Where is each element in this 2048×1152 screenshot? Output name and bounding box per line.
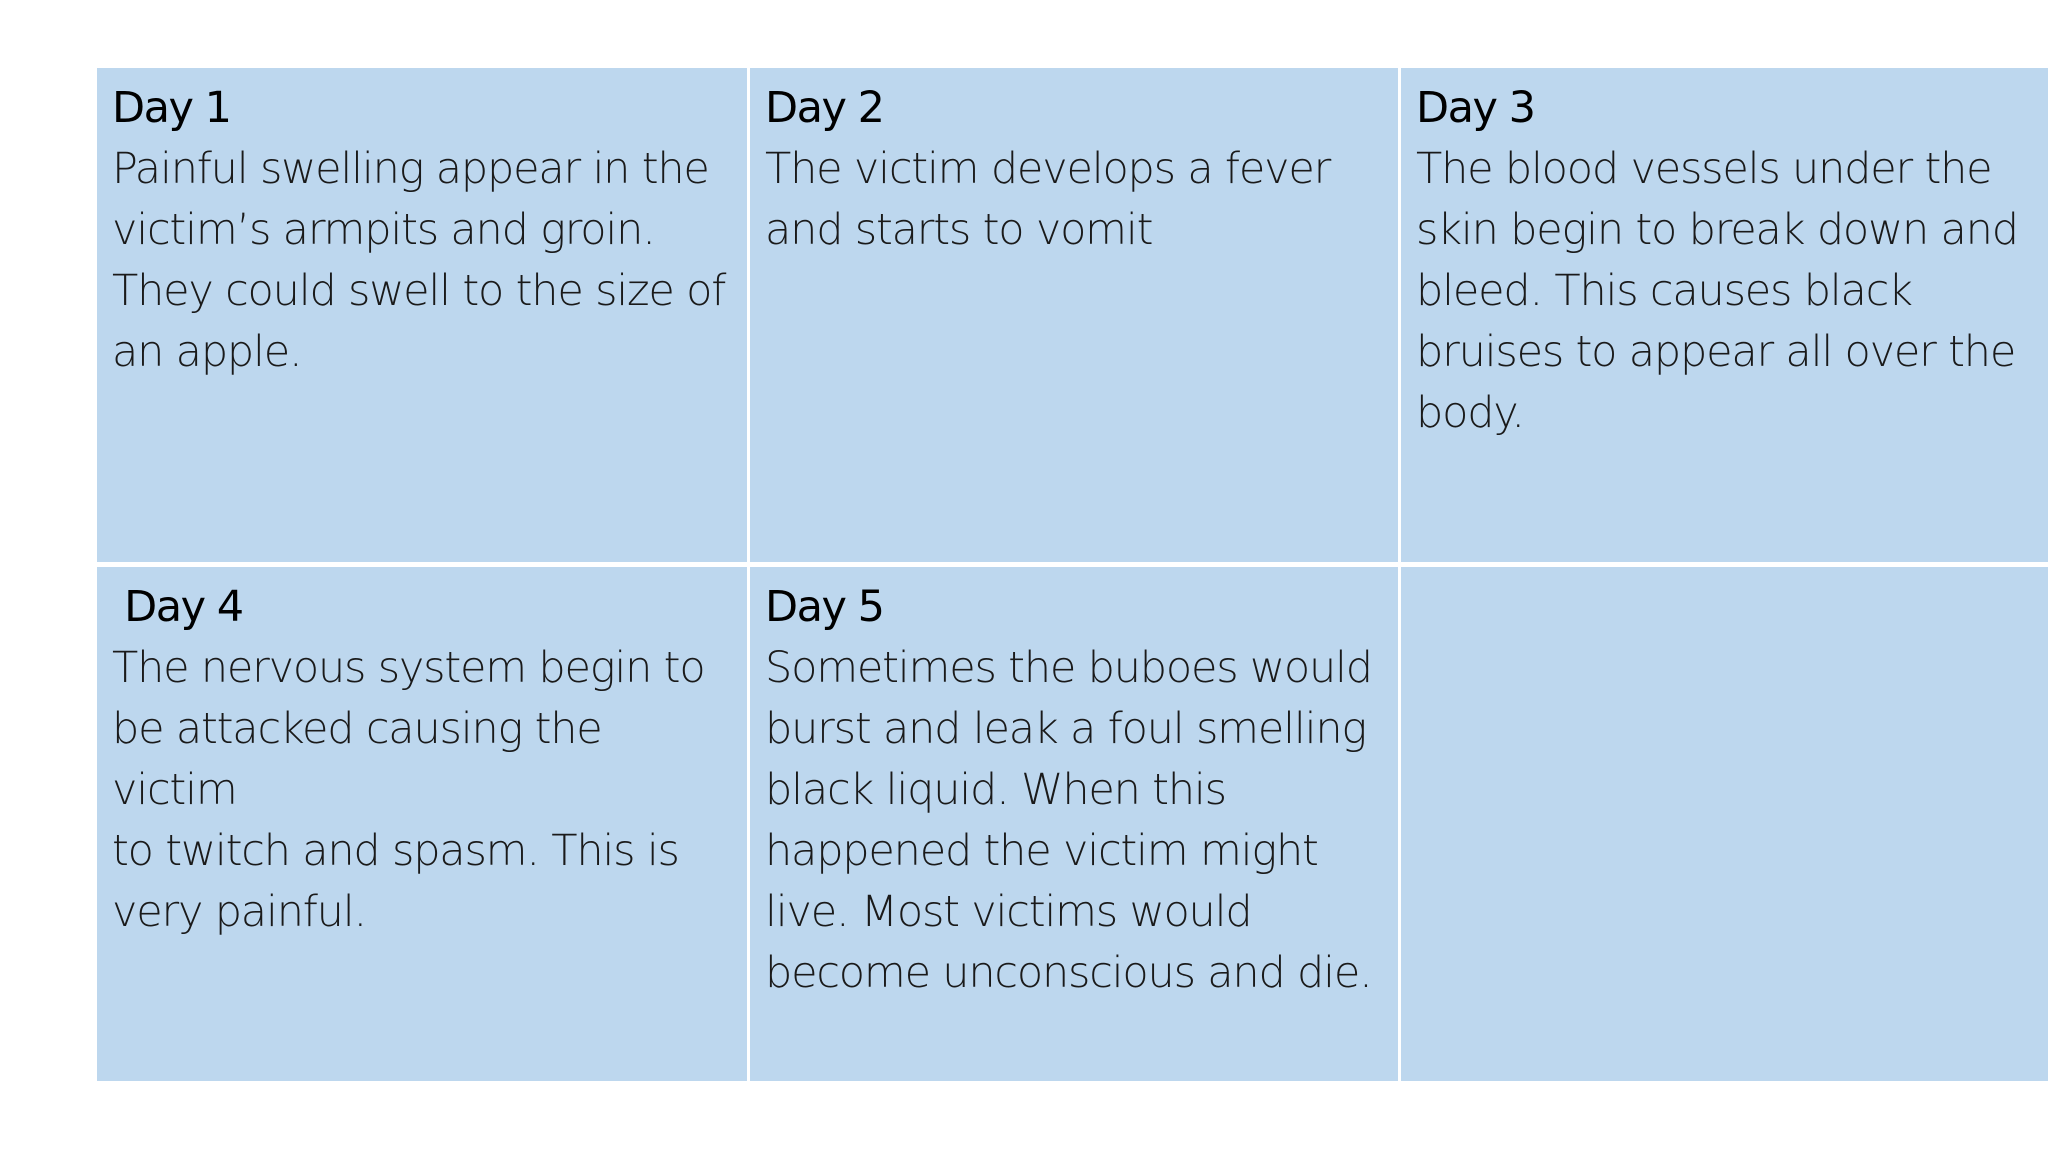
day-5-title: Day 5 <box>765 582 884 632</box>
day-3-title: Day 3 <box>1416 83 1535 133</box>
day-2-cell <box>747 68 1398 562</box>
day-5-cell <box>747 562 1398 1081</box>
day-4-cell <box>97 562 747 1081</box>
day-3-cell <box>1398 68 2048 562</box>
day-4-text: The nervous system begin to be attacked causing the victim to twitch and spasm. This is very painful. <box>112 643 705 937</box>
day-1-title: Day 1 <box>112 83 231 133</box>
day-4-title: Day 4 <box>112 582 243 632</box>
day-5-text: Sometimes the buboes would burst and leak a foul smelling black liquid. When this happened the victim might live. Most victims would become unconscious and die. <box>765 643 1372 998</box>
day-2-title: Day 2 <box>765 83 884 133</box>
day-1-cell <box>97 68 747 562</box>
day-3-text: The blood vessels under the skin begin to break down and bleed. This causes black bruises to appear all over the body. <box>1416 144 2018 438</box>
day-1-text: Painful swelling appear in the victim’s armpits and groin. They could swell to the size of an apple. <box>112 144 726 377</box>
plague-days-table <box>97 68 2048 1085</box>
empty-cell <box>1398 562 2048 1081</box>
day-2-text: The victim develops a fever and starts to vomit <box>765 144 1331 255</box>
